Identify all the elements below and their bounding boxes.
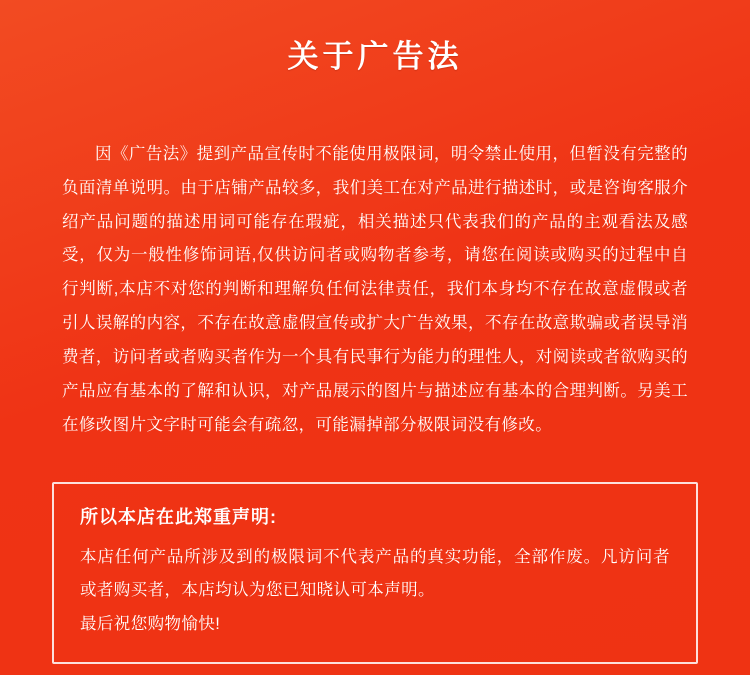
main-text-block [62, 138, 688, 442]
main-paragraph: 因《广告法》提到产品宣传时不能使用极限词，明令禁止使用，但暂没有完整的负面清单说明。由于店铺产品较多，我们美工在对产品进行描述时，或是咨询客服介绍产品问题的描述用词可能存在瑕疵，相关描述只代表我们的产品的主观看法及感受，仅为一般性修饰词语,仅供访问者或购物者参考，请您在阅读或购买的过程中自行判断,本店不对您的判断和理解负任何法律责任，我们本身均不存在故意虚假或者引人误解的内容，不存在故意虚假宣传或扩大广告效果，不存在故意欺骗或者误导消费者，访问者或者购买者作为一个具有民事行为能力的理性人，对阅读或者欲购买的产品应有基本的了解和认识，对产品展示的图片与描述应有基本的合理判断。另美工在修改图片文字时可能会有疏忽，可能漏掉部分极限词没有修改。 [62, 145, 688, 434]
statement-body: 本店任何产品所涉及到的极限词不代表产品的真实功能，全部作废。凡访问者或者购买者，本店均认为您已知晓认可本声明。 [80, 547, 670, 600]
statement-title: 所以本店在此郑重声明: [80, 507, 277, 528]
statement-box [52, 482, 698, 664]
statement-closing: 最后祝您购物愉快! [80, 615, 221, 634]
page-title: 关于广告法 [287, 39, 463, 74]
